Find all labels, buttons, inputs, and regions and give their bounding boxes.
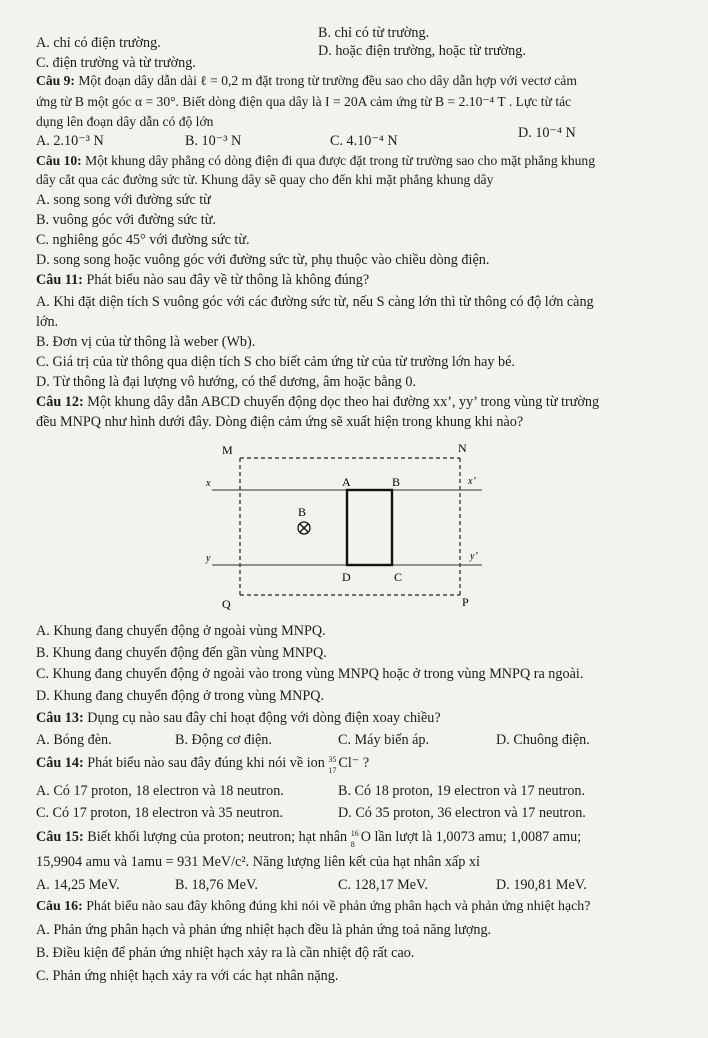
label-p: P — [462, 595, 469, 609]
question-15-option-d: D. 190,81 MeV. — [496, 877, 587, 893]
question-12-option-b: B. Khung đang chuyển động đến gần vùng MNPQ. — [36, 645, 327, 661]
question-13-option-a: A. Bóng đèn. — [36, 732, 112, 748]
question-15-line1 — [36, 828, 582, 849]
question-13-option-d: D. Chuông điện. — [496, 732, 590, 748]
prev-option-d: D. hoặc điện trường, hoặc từ trường. — [318, 43, 526, 59]
label-field: B — [298, 505, 307, 519]
label-n: N — [458, 441, 467, 455]
question-10-label: Câu 10: — [36, 153, 82, 168]
label-q: Q — [222, 597, 231, 610]
question-15-option-b: B. 18,76 MeV. — [175, 877, 258, 893]
prev-option-b: B. chỉ có từ trường. — [318, 25, 430, 41]
question-11-option-d: D. Từ thông là đại lượng vô hướng, có thể dương, âm hoặc bằng 0. — [36, 374, 417, 390]
question-14-label: Câu 14: — [36, 755, 84, 771]
question-15-line2: 15,9904 amu và 1amu = 931 MeV/c². Năng lượng liên kết của hạt nhân xấp xỉ — [36, 854, 480, 870]
question-11-label: Câu 11: — [36, 272, 83, 288]
label-m: M — [222, 443, 233, 457]
question-9-line3: dụng lên đoạn dây dẫn có độ lớn — [36, 114, 214, 129]
question-12-line2: đều MNPQ như hình dưới đây. Dòng điện cảm ứng sẽ xuất hiện trong khung khi nào? — [36, 414, 524, 430]
loop-abcd — [347, 490, 392, 565]
question-14-option-c: C. Có 17 proton, 18 electron và 35 neutron. — [36, 805, 284, 821]
question-16-label: Câu 16: — [36, 899, 83, 914]
question-15-label: Câu 15: — [36, 829, 84, 845]
label-x-prime: x’ — [468, 476, 476, 487]
question-10-line2: dây cắt qua các đường sức từ. Khung dây sẽ quay cho đến khi mặt phẳng khung dây — [36, 172, 494, 187]
question-10-line1 — [36, 152, 595, 170]
question-12-option-d: D. Khung đang chuyển động ở trong vùng MNPQ. — [36, 688, 325, 704]
question-10-option-a: A. song song với đường sức từ — [36, 192, 211, 208]
question-9-option-b: B. 10⁻³ N — [185, 133, 242, 149]
label-d: D — [342, 570, 351, 584]
question-16-option-b: B. Điều kiện để phản ứng nhiệt hạch xảy ra là cần nhiệt độ rất cao. — [36, 945, 415, 961]
label-c: C — [394, 570, 403, 584]
question-10-option-c: C. nghiêng góc 45° với đường sức từ. — [36, 232, 250, 248]
question-11-option-b: B. Đơn vị của từ thông là weber (Wb). — [36, 334, 256, 350]
question-11-option-a-cont: lớn. — [36, 314, 59, 330]
question-16-option-a: A. Phản ứng phân hạch và phản ứng nhiệt hạch đều là phản ứng toả năng lượng. — [36, 922, 492, 938]
ion-symbol: Cl⁻ ? — [338, 755, 370, 771]
question-14-line1 — [36, 754, 370, 775]
question-12-option-a: A. Khung đang chuyển động ở ngoài vùng MNPQ. — [36, 623, 326, 639]
question-13-option-b: B. Động cơ điện. — [175, 732, 272, 748]
question-10-option-d: D. song song hoặc vuông góc với đường sức từ, phụ thuộc vào chiều dòng điện. — [36, 252, 490, 268]
question-9-line2: ứng từ B một góc α = 30°. Biết dòng điện qua dây là I = 20A cảm ứng từ B = 2.10⁻⁴ T . Lực từ tác — [36, 94, 572, 109]
question-9-label: Câu 9: — [36, 73, 75, 88]
question-13-text: Dụng cụ nào sau đây chỉ hoạt động với dòng điện xoay chiều? — [87, 710, 441, 726]
label-y: y — [206, 553, 211, 564]
question-12-option-c: C. Khung đang chuyển động ở ngoài vào trong vùng MNPQ hoặc ở trong vùng MNPQ ra ngoài. — [36, 666, 584, 682]
question-15-option-a: A. 14,25 MeV. — [36, 877, 120, 893]
question-12-figure — [192, 440, 492, 610]
question-13-label: Câu 13: — [36, 710, 84, 726]
question-12-line1 — [36, 393, 599, 411]
question-9-option-d: D. 10⁻⁴ N — [518, 125, 576, 141]
prev-option-c: C. điện trường và từ trường. — [36, 55, 196, 71]
question-9-text: Một đoạn dây dẫn dài ℓ = 0,2 m đặt trong từ trường đều sao cho dây dẫn hợp với vectơ cảm — [78, 73, 577, 88]
question-16-text: Phát biểu nào sau đây không đúng khi nói về phản ứng phân hạch và phản ứng nhiệt hạch? — [86, 899, 591, 914]
question-9-option-c: C. 4.10⁻⁴ N — [330, 133, 398, 149]
question-14-option-b: B. Có 18 proton, 19 electron và 17 neutron. — [338, 783, 586, 799]
question-14-option-d: D. Có 35 proton, 36 electron và 17 neutron. — [338, 805, 586, 821]
question-11-option-a: A. Khi đặt diện tích S vuông góc với các đường sức từ, nếu S càng lớn thì từ thông có độ lớn càng — [36, 294, 594, 310]
oxygen-notation: 16 8 — [350, 829, 359, 849]
question-15-text-cont: O lần lượt là 1,0073 amu; 1,0087 amu; — [360, 829, 582, 845]
question-16-line1 — [36, 898, 590, 916]
prev-option-a: A. chỉ có điện trường. — [36, 35, 161, 51]
question-14-text: Phát biểu nào sau đây đúng khi nói về ion — [87, 755, 325, 771]
label-x: x — [206, 478, 211, 489]
ion-notation: 35 17 — [328, 755, 337, 775]
label-y-prime: y’ — [470, 551, 478, 562]
question-13-line1 — [36, 709, 441, 727]
label-a: A — [342, 475, 351, 489]
label-b: B — [392, 475, 401, 489]
question-9-option-a: A. 2.10⁻³ N — [36, 133, 104, 149]
question-9-line1 — [36, 72, 577, 90]
question-15-option-c: C. 128,17 MeV. — [338, 877, 428, 893]
question-15-text: Biết khối lượng của proton; neutron; hạt nhân — [87, 829, 348, 845]
question-10-text: Một khung dây phẳng có dòng điện đi qua được đặt trong từ trường sao cho mặt phẳng khung — [85, 153, 596, 168]
question-13-option-c: C. Máy biến áp. — [338, 732, 430, 748]
question-12-label: Câu 12: — [36, 394, 84, 410]
question-11-line1 — [36, 271, 369, 289]
question-14-option-a: A. Có 17 proton, 18 electron và 18 neutron. — [36, 783, 284, 799]
question-11-option-c: C. Giá trị của từ thông qua diện tích S cho biết cảm ứng từ của từ trường lớn hay bé. — [36, 354, 515, 370]
question-10-option-b: B. vuông góc với đường sức từ. — [36, 212, 216, 228]
question-11-text: Phát biểu nào sau đây về từ thông là không đúng? — [86, 272, 370, 288]
question-16-option-c: C. Phản ứng nhiệt hạch xảy ra với các hạt nhân nặng. — [36, 968, 339, 984]
question-12-text: Một khung dây dẫn ABCD chuyển động dọc theo hai đường xx’, yy’ trong vùng từ trường — [87, 394, 600, 410]
